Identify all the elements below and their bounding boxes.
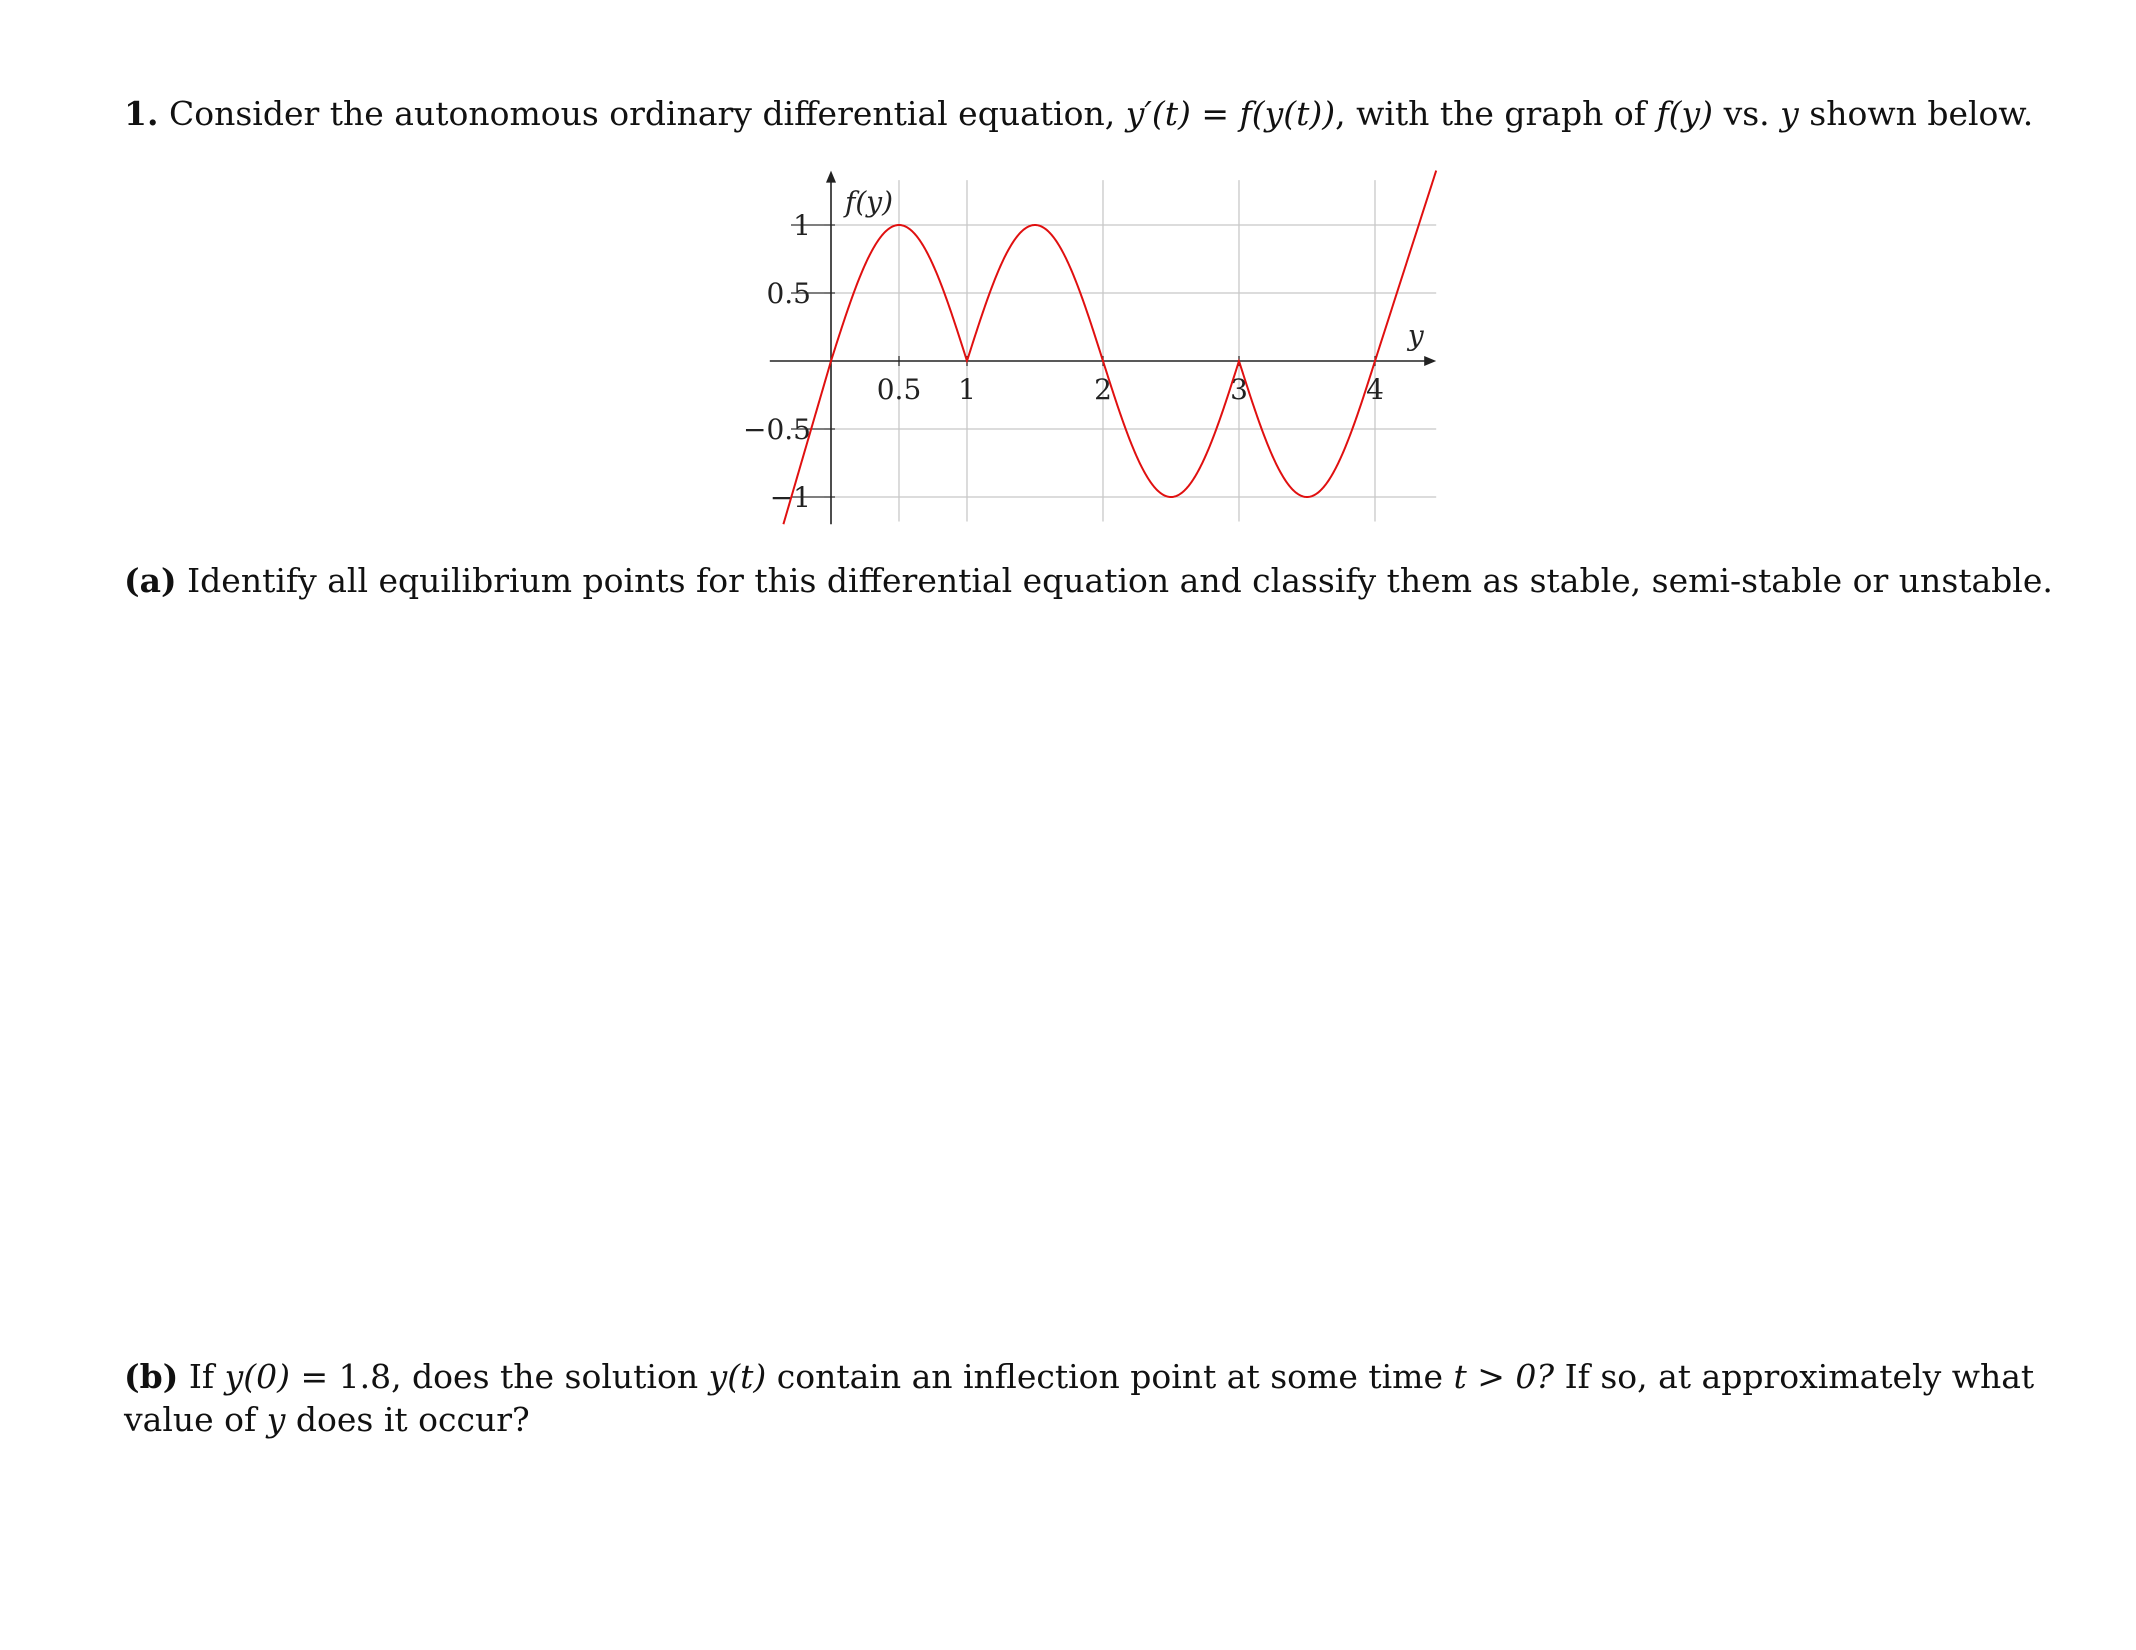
x-tick-label: 4 [1366,373,1384,406]
part-a [124,559,2053,603]
x-tick-label: 1 [958,373,976,406]
y-axis-label: f(y) [845,185,894,219]
part-b-line1 [124,1355,2034,1399]
part-a-label: (a) [124,561,177,600]
y-tick-label: 0.5 [766,277,811,310]
x-axis-arrow [1424,356,1436,366]
x-tick-label: 0.5 [876,373,922,406]
part-b-time: t > 0? [1453,1357,1555,1396]
part-a-text: Identify all equilibrium points for this differential equation and classify them as stable, semi-stable or unstable. [187,561,2053,600]
problem-number: 1. [124,94,159,133]
y-tick-label: 1 [793,209,811,242]
fy-curve [783,171,1436,525]
part-b-line2-post: does it occur? [295,1400,530,1439]
part-b-line2-y: y [266,1400,286,1439]
part-b-post: If so, at approximately what [1564,1357,2035,1396]
problem-fy: f(y) [1656,94,1714,133]
problem-end: shown below. [1809,94,2034,133]
y-axis-arrow [826,171,836,183]
problem-after-equation: , with the graph of [1335,94,1646,133]
part-b-line2-pre: value of [124,1400,257,1439]
x-tick-label: 3 [1230,373,1248,406]
part-b-label: (b) [124,1357,179,1396]
y-tick-label: −1 [769,481,811,514]
x-axis-label: y [1407,319,1424,352]
part-b-yt: y(t) [708,1357,767,1396]
part-b-mid2: contain an inflection point at some time [776,1357,1443,1396]
problem-y: y [1780,94,1799,133]
y-tick-label: −0.5 [743,413,811,446]
part-b-y0: y(0) [224,1357,290,1396]
part-b-mid: = 1.8, does the solution [300,1357,699,1396]
part-b-if: If [188,1357,215,1396]
problem-intro: Consider the autonomous ordinary differential equation, [168,94,1116,133]
x-tick-label: 2 [1094,373,1112,406]
problem-equation: y′(t) = f(y(t)) [1125,94,1336,133]
part-b-line2 [124,1398,530,1442]
problem-vs: vs. [1723,94,1770,133]
